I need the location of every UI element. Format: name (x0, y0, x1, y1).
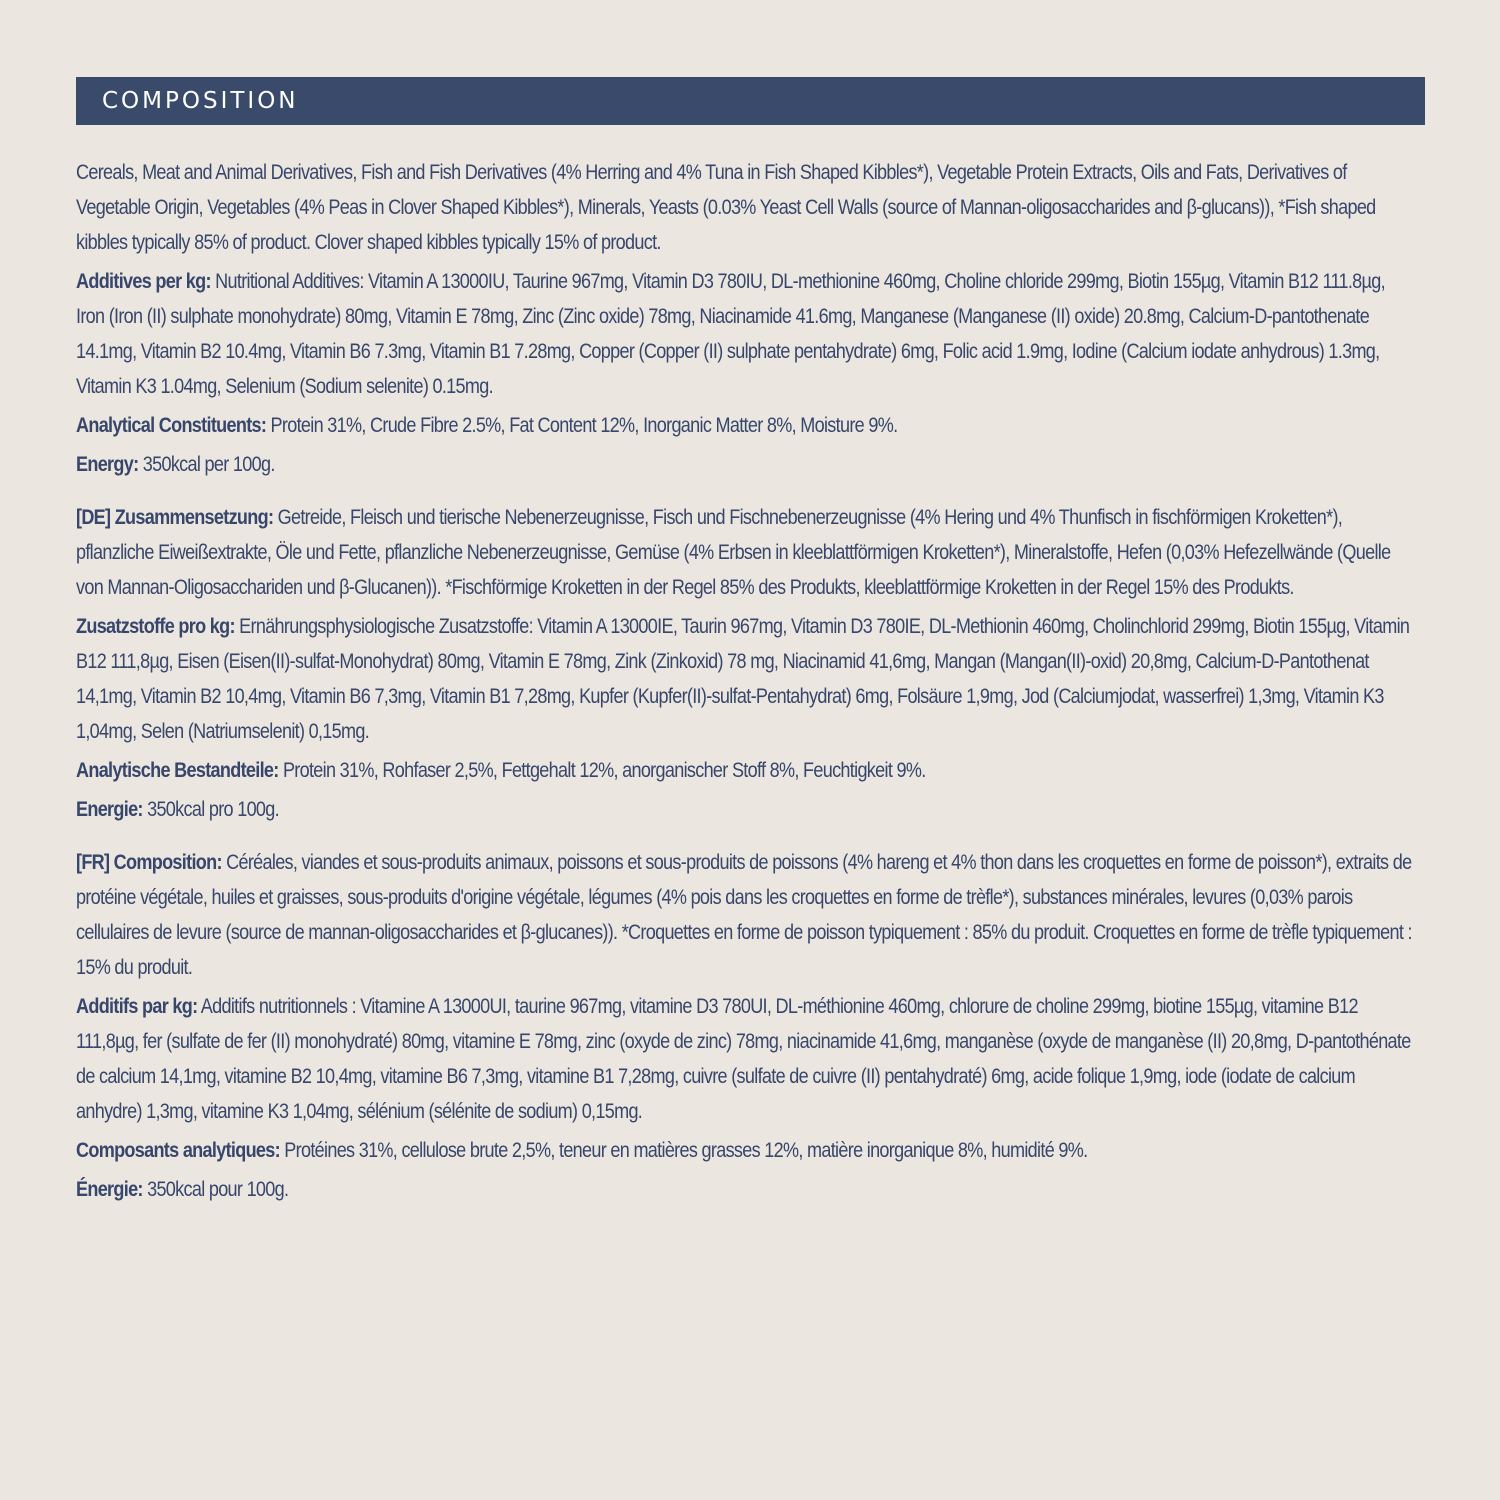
fr-composition (76, 845, 1418, 985)
composition-content (76, 155, 1418, 1225)
composition-header-bar (76, 77, 1425, 125)
composition-title: COMPOSITION (102, 88, 299, 114)
en-energy (76, 447, 1418, 482)
en-energy-text: 350kcal per 100g. (138, 453, 275, 476)
en-additives-label: Additives per kg: (76, 270, 211, 293)
en-composition-text: Cereals, Meat and Animal Derivatives, Fish and Fish Derivatives (4% Herring and 4% Tuna in Fish Shaped Kibbles*), Vegetable Protein Extracts, Oils and Fats, Derivatives of Vegetable Origin, Vegetables (4% Peas in Clover Shaped Kibbles*), Minerals, Yeasts (0.03% Yeast Cell Walls (source of Mannan-oligosaccharides and β-glucans)), *Fish shaped kibbles typically 85% of product. Clover shaped kibbles typically 15% of product. (76, 161, 1376, 254)
fr-additives (76, 989, 1418, 1129)
fr-additives-text: Additifs nutritionnels : Vitamine A 13000UI, taurine 967mg, vitamine D3 780UI, DL-méthionine 460mg, chlorure de choline 299mg, biotine 155µg, vitamine B12 111,8µg, fer (sulfate de fer (II) monohydraté) 80mg, vitamine E 78mg, zinc (oxyde de zinc) 78mg, niacinamide 41,6mg, manganèse (oxyde de manganèse (II) 20,8mg, D-pantothénate de calcium 14,1mg, vitamine B2 10,4mg, vitamine B6 7,3mg, vitamine B1 7,28mg, cuivre (sulfate de cuivre (II) pentahydraté) 6mg, acide folique 1,9mg, iode (iodate de calcium anhydre) 1,3mg, vitamine K3 1,04mg, sélénium (sélénite de sodium) 0,15mg. (76, 995, 1411, 1123)
de-composition-text: Getreide, Fleisch und tierische Nebenerzeugnisse, Fisch und Fischnebenerzeugnisse (4% Hering und 4% Thunfisch in fischförmigen Kroketten*), pflanzliche Eiweißextrakte, Öle und Fette, pflanzliche Nebenerzeugnisse, Gemüse (4% Erbsen in kleeblattförmigen Kroketten*), Mineralstoffe, Hefen (0,03% Hefezellwände (Quelle von Mannan-Oligosacchariden und β-Glucanen)). *Fischförmige Kroketten in der Regel 85% des Produkts, kleeblattförmige Kroketten in der Regel 15% des Produkts. (76, 506, 1391, 599)
de-additives-label: Zusatzstoffe pro kg: (76, 615, 235, 638)
de-analytical-label: Analytische Bestandteile: (76, 759, 279, 782)
de-analytical (76, 753, 1418, 788)
fr-energy-text: 350kcal pour 100g. (142, 1178, 289, 1201)
de-composition (76, 500, 1418, 605)
section-fr (76, 845, 1418, 1207)
fr-composition-text: Céréales, viandes et sous-produits animaux, poissons et sous-produits de poissons (4% hareng et 4% thon dans les croquettes en forme de poisson*), extraits de protéine végétale, huiles et graisses, sous-produits d'origine végétale, légumes (4% pois dans les croquettes en forme de trèfle*), substances minérales, levures (0,03% parois cellulaires de levure (source de mannan-oligosaccharides et β-glucanes)). *Croquettes en forme de poisson typiquement : 85% du produit. Croquettes en forme de trèfle typiquement : 15% du produit. (76, 851, 1412, 979)
fr-analytical (76, 1133, 1418, 1168)
en-additives (76, 264, 1418, 404)
de-additives (76, 609, 1418, 749)
en-analytical-text: Protein 31%, Crude Fibre 2.5%, Fat Content 12%, Inorganic Matter 8%, Moisture 9%. (266, 414, 898, 437)
de-analytical-text: Protein 31%, Rohfaser 2,5%, Fettgehalt 12%, anorganischer Stoff 8%, Feuchtigkeit 9%. (278, 759, 926, 782)
en-additives-text: Nutritional Additives: Vitamin A 13000IU, Taurine 967mg, Vitamin D3 780IU, DL-methionine 460mg, Choline chloride 299mg, Biotin 155µg, Vitamin B12 111.8µg, Iron (Iron (II) sulphate monohydrate) 80mg, Vitamin E 78mg, Zinc (Zinc oxide) 78mg, Niacinamide 41.6mg, Manganese (Manganese (II) oxide) 20.8mg, Calcium-D-pantothenate 14.1mg, Vitamin B2 10.4mg, Vitamin B6 7.3mg, Vitamin B1 7.28mg, Copper (Copper (II) sulphate pentahydrate) 6mg, Folic acid 1.9mg, Iodine (Calcium iodate anhydrous) 1.3mg, Vitamin K3 1.04mg, Selenium (Sodium selenite) 0.15mg. (76, 270, 1385, 398)
section-en (76, 155, 1418, 482)
fr-energy (76, 1172, 1418, 1207)
en-analytical-label: Analytical Constituents: (76, 414, 267, 437)
fr-composition-label: [FR] Composition: (76, 851, 222, 874)
de-energy (76, 792, 1418, 827)
en-energy-label: Energy: (76, 453, 139, 476)
de-energy-label: Energie: (76, 798, 143, 821)
de-additives-text: Ernährungsphysiologische Zusatzstoffe: Vitamin A 13000IE, Taurin 967mg, Vitamin D3 780IE, DL-Methionin 460mg, Cholinchlorid 299mg, Biotin 155µg, Vitamin B12 111,8µg, Eisen (Eisen(II)-sulfat-Monohydrat) 80mg, Vitamin E 78mg, Zink (Zinkoxid) 78 mg, Niacinamid 41,6mg, Mangan (Mangan(II)-oxid) 20,8mg, Calcium-D-Pantothenat 14,1mg, Vitamin B2 10,4mg, Vitamin B6 7,3mg, Vitamin B1 7,28mg, Kupfer (Kupfer(II)-sulfat-Pentahydrat) 6mg, Folsäure 1,9mg, Jod (Calciumjodat, wasserfrei) 1,3mg, Vitamin K3 1,04mg, Selen (Natriumselenit) 0,15mg. (76, 615, 1410, 743)
fr-additives-label: Additifs par kg: (76, 995, 198, 1018)
en-analytical (76, 408, 1418, 443)
fr-energy-label: Énergie: (76, 1178, 143, 1201)
de-composition-label: [DE] Zusammensetzung: (76, 506, 274, 529)
de-energy-text: 350kcal pro 100g. (142, 798, 279, 821)
fr-analytical-text: Protéines 31%, cellulose brute 2,5%, teneur en matières grasses 12%, matière inorganique 8%, humidité 9%. (279, 1139, 1088, 1162)
fr-analytical-label: Composants analytiques: (76, 1139, 280, 1162)
en-composition (76, 155, 1418, 260)
section-de (76, 500, 1418, 827)
